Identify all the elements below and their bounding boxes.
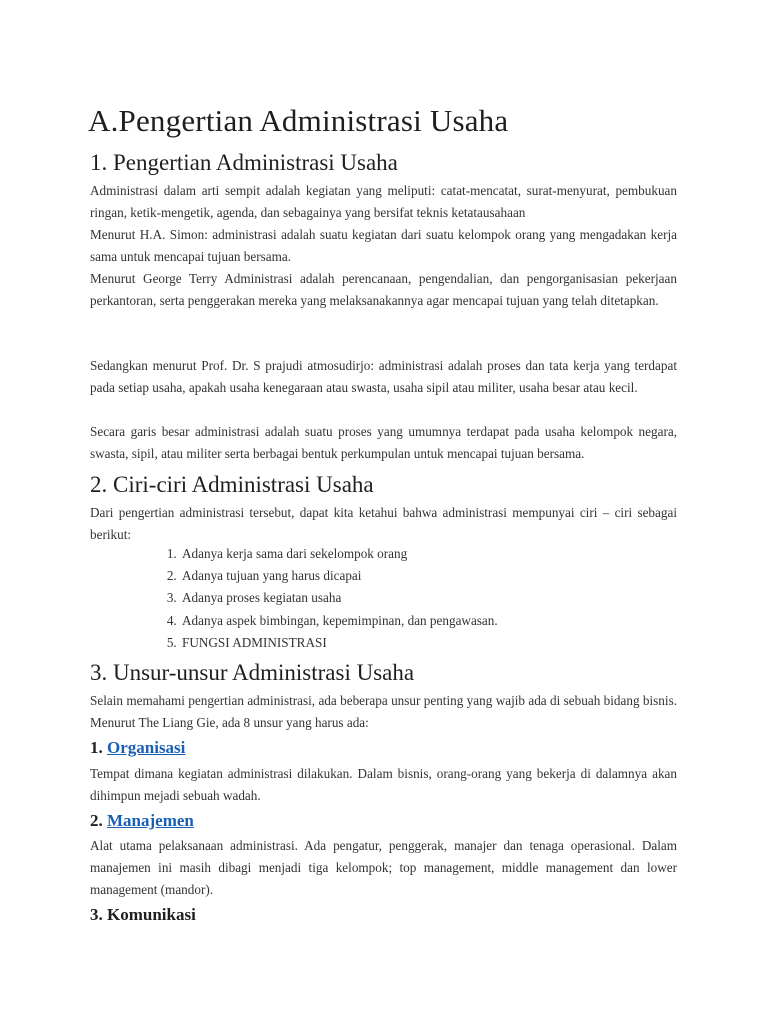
paragraph-prajudi: Sedangkan menurut Prof. Dr. S prajudi atmosudirjo: administrasi adalah proses dan tata kerja yang terdapat pada setiap usaha, apakah usaha kenegaraan atau swasta, usaha sipil atau militer, usaha besar atau kecil. (90, 358, 677, 396)
paragraph-arti-sempit: Administrasi dalam arti sempit adalah kegiatan yang meliputi: catat-mencatat, surat-menyurat, pembukuan ringan, ketik-mengetik, agenda, dan sebagainya yang bersifat teknis ketatausahaan (90, 183, 677, 221)
organisasi-link[interactable]: Organisasi (107, 738, 186, 757)
subheading-number: 2. (90, 811, 107, 830)
paragraph-garis-besar: Secara garis besar administrasi adalah suatu proses yang umumnya terdapat pada usaha kelompok negara, swasta, sipil, atau militer serta berbagai bentuk perkumpulan untuk mencapai tujuan bersama. (90, 424, 677, 462)
section-heading-unsur: 3. Unsur-unsur Administrasi Usaha (90, 660, 415, 685)
section-heading-pengertian: 1. Pengertian Administrasi Usaha (90, 150, 398, 175)
subheading-number: 1. (90, 738, 107, 757)
list-item: 2. Adanya tujuan yang harus dicapai (180, 565, 498, 587)
paragraph-unsur-intro: Selain memahami pengertian administrasi, ada beberapa unsur penting yang wajib ada di sebuah bidang bisnis. Menurut The Liang Gie, ada 8 unsur yang harus ada: (90, 693, 677, 731)
section-heading-ciri: 2. Ciri-ciri Administrasi Usaha (90, 472, 374, 497)
manajemen-link[interactable]: Manajemen (107, 811, 194, 830)
paragraph-simon: Menurut H.A. Simon: administrasi adalah suatu kegiatan dari suatu kelompok orang yang mengadakan kerja sama untuk mencapai tujuan bersama. (90, 227, 677, 265)
paragraph-organisasi: Tempat dimana kegiatan administrasi dilakukan. Dalam bisnis, orang-orang yang bekerja di dalamnya akan dihimpun mejadi sebuah wadah. (90, 766, 677, 804)
document-title: A.Pengertian Administrasi Usaha (88, 103, 509, 138)
subheading-manajemen (90, 811, 194, 831)
ciri-list (138, 543, 498, 654)
subheading-komunikasi: 3. Komunikasi (90, 905, 196, 924)
list-item: 5. FUNGSI ADMINISTRASI (180, 632, 498, 654)
paragraph-manajemen: Alat utama pelaksanaan administrasi. Ada pengatur, penggerak, manajer dan tenaga operasional. Dalam manajemen ini masih dibagi menjadi tiga kelompok; top management, middle management dan lower management (mandor). (90, 838, 677, 898)
list-item: 3. Adanya proses kegiatan usaha (180, 587, 498, 609)
paragraph-ciri-intro: Dari pengertian administrasi tersebut, dapat kita ketahui bahwa administrasi mempunyai ciri – ciri sebagai berikut: (90, 505, 677, 543)
list-item: 4. Adanya aspek bimbingan, kepemimpinan, dan pengawasan. (180, 610, 498, 632)
subheading-organisasi (90, 738, 185, 758)
paragraph-terry: Menurut George Terry Administrasi adalah perencanaan, pengendalian, dan pengorganisasian pekerjaan perkantoran, serta penggerakan mereka yang melaksanakannya agar mencapai tujuan yang telah ditetapkan. (90, 271, 677, 309)
list-item: 1. Adanya kerja sama dari sekelompok orang (180, 543, 498, 565)
